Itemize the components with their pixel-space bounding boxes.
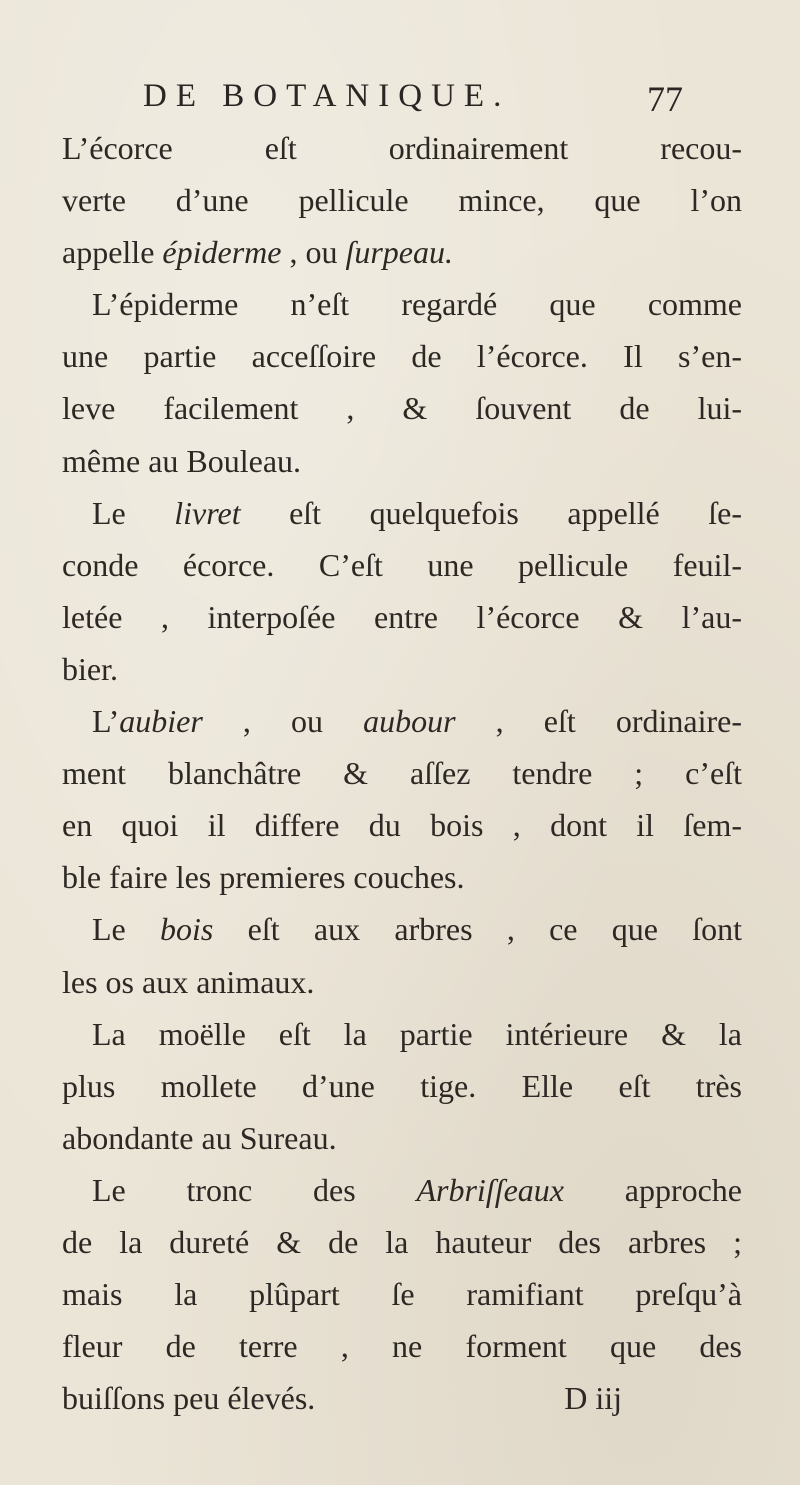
text-line <box>62 591 742 643</box>
italic-term: livret <box>174 494 241 531</box>
text-segment: L’épiderme n’eſt regardé que comme <box>92 286 742 323</box>
text-line <box>62 539 742 591</box>
text-segment: eſt aux arbres , ce que ſont <box>213 911 743 948</box>
text-line-content <box>62 234 453 270</box>
text-line <box>62 1320 742 1372</box>
italic-term: ſurpeau. <box>345 234 453 271</box>
text-line <box>62 1164 742 1216</box>
text-segment: plus mollete d’une tige. Elle eſt très <box>62 1067 742 1104</box>
running-title: DE BOTANIQUE. <box>143 78 511 114</box>
text-line <box>62 382 742 434</box>
text-line-content <box>62 807 742 843</box>
text-line-content <box>92 495 742 531</box>
text-segment: abondante au Sureau. <box>62 1119 337 1156</box>
text-segment: les os aux animaux. <box>62 963 315 1000</box>
text-line-content <box>62 547 742 583</box>
text-line <box>62 799 742 851</box>
text-line-content <box>62 1276 742 1312</box>
page-number: 77 <box>647 79 683 119</box>
text-line-content <box>62 599 742 635</box>
text-segment: leve facilement , & ſouvent de lui- <box>62 390 742 427</box>
italic-term: Arbriſſeaux <box>416 1171 564 1208</box>
text-line <box>62 1008 742 1060</box>
text-line <box>62 226 742 278</box>
text-segment: de la dureté & de la hauteur des arbres ; <box>62 1223 742 1260</box>
text-segment: bier. <box>62 650 118 687</box>
text-segment: L’écorce eſt ordinairement recou- <box>62 130 742 166</box>
text-line-content <box>92 1172 742 1208</box>
text-line <box>62 122 742 174</box>
text-segment: même au Bouleau. <box>62 442 302 479</box>
text-line <box>62 1112 742 1164</box>
text-line <box>62 695 742 747</box>
text-segment: appelle <box>62 234 163 271</box>
text-segment: une partie acceſſoire de l’écorce. Il s’en- <box>62 338 742 375</box>
text-line <box>62 1216 742 1268</box>
text-line-content <box>92 703 742 739</box>
text-line-content <box>62 443 301 479</box>
text-line-content <box>92 911 742 947</box>
text-segment: Le <box>92 494 175 531</box>
text-segment: Le tronc des <box>92 1171 417 1208</box>
text-segment: ment blanchâtre & aſſez tendre ; c’eſt <box>62 755 742 792</box>
text-segment: en quoi il differe du bois , dont il ſem- <box>62 807 742 844</box>
text-segment: La moëlle eſt la partie intérieure & la <box>92 1015 742 1052</box>
text-segment: , ou <box>202 703 364 740</box>
text-segment: L’ <box>92 703 120 740</box>
text-line <box>62 747 742 799</box>
text-line-content <box>62 1328 742 1364</box>
text-line-content <box>62 182 742 218</box>
text-line-content <box>62 130 742 166</box>
text-line <box>62 278 742 330</box>
text-line-content <box>92 286 742 322</box>
text-line-content <box>62 859 464 895</box>
italic-term: aubier <box>119 703 203 740</box>
text-segment: fleur de terre , ne forment que des <box>62 1328 742 1365</box>
signature-mark: D iij <box>564 1380 622 1417</box>
page-header <box>143 78 683 128</box>
text-line <box>62 487 742 539</box>
text-line <box>62 174 742 226</box>
text-line <box>62 435 742 487</box>
text-line <box>62 1268 742 1320</box>
text-line-content <box>62 1068 742 1104</box>
text-line-content <box>62 651 118 687</box>
text-line <box>62 330 742 382</box>
text-segment: conde écorce. C’eſt une pellicule feuil- <box>62 546 742 583</box>
text-segment: mais la plûpart ſe ramifiant preſqu’à <box>62 1276 742 1313</box>
text-line-content <box>62 1380 315 1416</box>
text-line-content <box>62 390 742 426</box>
text-segment: Le <box>92 911 161 948</box>
text-line <box>62 903 742 955</box>
text-line <box>62 1372 742 1424</box>
text-segment: , ou <box>281 234 346 271</box>
italic-term: aubour <box>363 703 456 740</box>
text-line-content <box>92 1016 742 1052</box>
text-segment: ble faire les premieres couches. <box>62 859 465 896</box>
text-line-content <box>62 1120 337 1156</box>
text-line-content <box>62 338 742 374</box>
body-text <box>62 122 742 1424</box>
text-line <box>62 1060 742 1112</box>
text-line-content <box>62 755 742 791</box>
italic-term: épiderme <box>162 234 282 271</box>
text-line-content <box>62 1224 742 1260</box>
text-line-content <box>62 964 314 1000</box>
text-line <box>62 956 742 1008</box>
text-segment: letée , interpoſée entre l’écorce & l’au- <box>62 598 742 635</box>
text-line <box>62 643 742 695</box>
text-segment: eſt quelquefois appellé ſe- <box>240 494 743 531</box>
text-line <box>62 851 742 903</box>
italic-term: bois <box>160 911 214 948</box>
text-segment: verte d’une pellicule mince, que l’on <box>62 182 742 219</box>
text-segment: , eſt ordinaire- <box>455 703 742 740</box>
text-segment: buiſſons peu élevés. <box>62 1380 316 1417</box>
text-segment: approche <box>563 1171 743 1208</box>
